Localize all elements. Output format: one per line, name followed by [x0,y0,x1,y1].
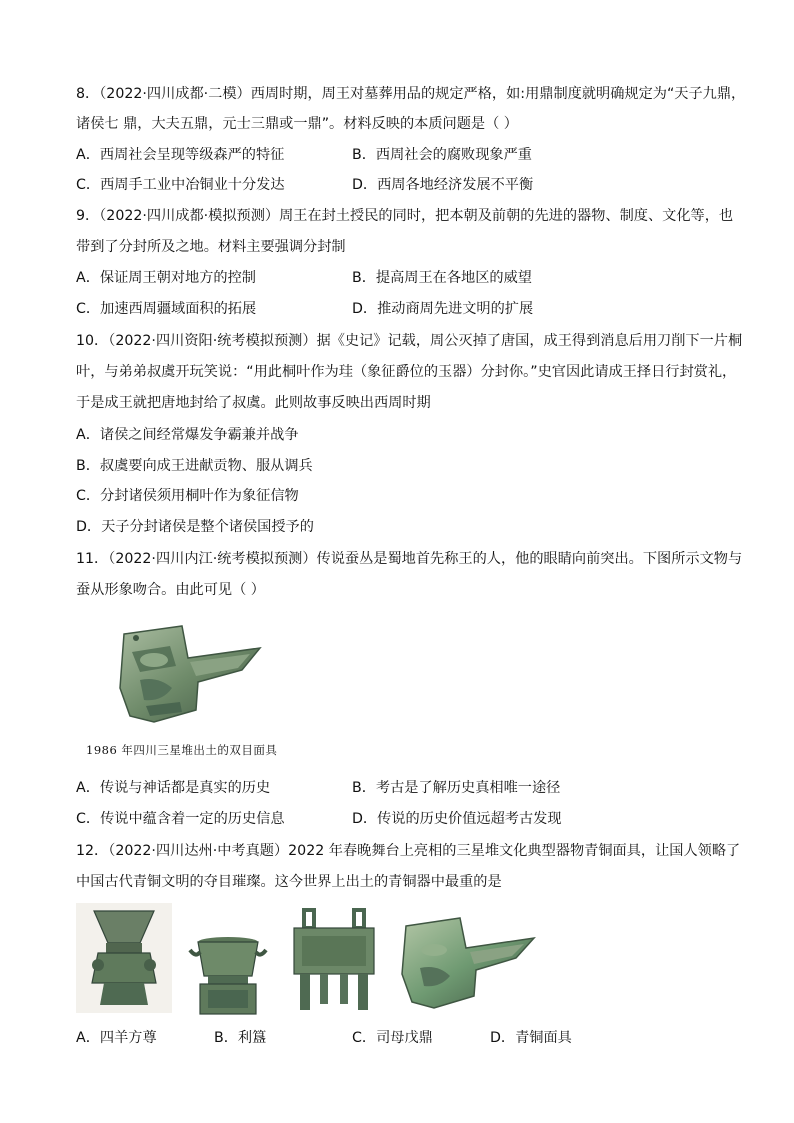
q9-option-b[interactable]: B．提高周王在各地区的威望 [352,270,532,286]
q8-stem-line2: 诸侯七 鼎，大夫五鼎，元士三鼎或一鼎”。材料反映的本质问题是（ ） [76,116,518,132]
q10-stem-line3: 于是成王就把唐地封给了叔虞。此则故事反映出西周时期 [76,395,431,411]
q11-stem-line1: 11．（2022·四川内江·统考模拟预测）传说蚕丛是蜀地首先称王的人，他的眼睛向前突出。下图所示文物与 [76,551,743,567]
li-gui-icon [186,932,270,1016]
q11-option-d[interactable]: D．传说的历史价值远超考古发现 [352,811,562,827]
q10-option-a[interactable]: A．诸侯之间经常爆发争霸兼并战争 [76,427,299,443]
q12-stem-line2: 中国古代青铜文明的夺目璀璨。这今世界上出土的青铜器中最重的是 [76,874,502,890]
q9-option-d[interactable]: D．推动商周先进文明的扩展 [352,301,534,317]
q9-option-row1 [76,268,532,288]
bronze-mask-icon [110,618,270,730]
q11-option-c[interactable]: C．传说中蕴含着一定的历史信息 [76,811,285,827]
q8-option-a[interactable]: A．西周社会呈现等级森严的特征 [76,147,285,163]
q10-option-c[interactable]: C．分封诸侯须用桐叶作为象征信物 [76,488,299,504]
q12-option-d[interactable]: D．青铜面具 [490,1030,572,1046]
bronze-mask-icon [394,912,542,1012]
q8-option-d[interactable]: D．西周各地经济发展不平衡 [352,177,534,193]
q9-option-row2 [76,299,534,319]
q11-option-row2 [76,809,562,829]
q9-stem-line1: 9．（2022·四川成都·模拟预测）周王在封土授民的同时，把本朝及前朝的先进的器物、制度、文化等，也 [76,208,734,224]
q8-stem-line1: 8．（2022·四川成都·二模）西周时期，周王对墓葬用品的规定严格，如:用鼎制度就明确规定为“天子九鼎， [76,86,746,102]
q12-stem-line1: 12．（2022·四川达州·中考真题）2022 年春晚舞台上亮相的三星堆文化典型器物青铜面具，让国人领略了 [76,843,741,859]
simuwu-ding-icon [286,908,382,1014]
q11-option-row1 [76,778,561,798]
q8-option-row1 [76,145,532,165]
q11-option-b[interactable]: B．考古是了解历史真相唯一途径 [352,780,561,796]
q11-option-a[interactable]: A．传说与神话都是真实的历史 [76,780,271,796]
q9-stem-line2: 带到了分封所及之地。材料主要强调分封制 [76,239,346,255]
q11-stem-line2: 蚕从形象吻合。由此可见（ ） [76,582,265,598]
q8-option-c[interactable]: C．西周手工业中冶铜业十分发达 [76,177,285,193]
q10-option-d[interactable]: D．天子分封诸侯是整个诸侯国授予的 [76,519,314,535]
q8-option-row2 [76,175,534,195]
q12-option-b[interactable]: B．利簋 [214,1030,267,1046]
four-ram-zun-icon [76,903,172,1013]
q9-option-a[interactable]: A．保证周王朝对地方的控制 [76,270,256,286]
q10-option-b[interactable]: B．叔虞要向成王进献贡物、服从调兵 [76,458,313,474]
q12-option-a[interactable]: A．四羊方尊 [76,1030,157,1046]
q12-option-c[interactable]: C．司母戊鼎 [352,1030,433,1046]
q11-figure-caption: 1986 年四川三星堆出土的双目面具 [86,743,278,757]
q10-stem-line2: 叶，与弟弟叔虞开玩笑说：“用此桐叶作为珪（象征爵位的玉器）分封你。”史官因此请成王择日行封赏礼， [76,364,737,380]
q9-option-c[interactable]: C．加速西周疆域面积的拓展 [76,301,257,317]
q10-stem-line1: 10．（2022·四川资阳·统考模拟预测）据《史记》记载，周公灭掉了唐国，成王得到消息后用刀削下一片桐 [76,333,743,349]
q8-option-b[interactable]: B．西周社会的腐败现象严重 [352,147,532,163]
